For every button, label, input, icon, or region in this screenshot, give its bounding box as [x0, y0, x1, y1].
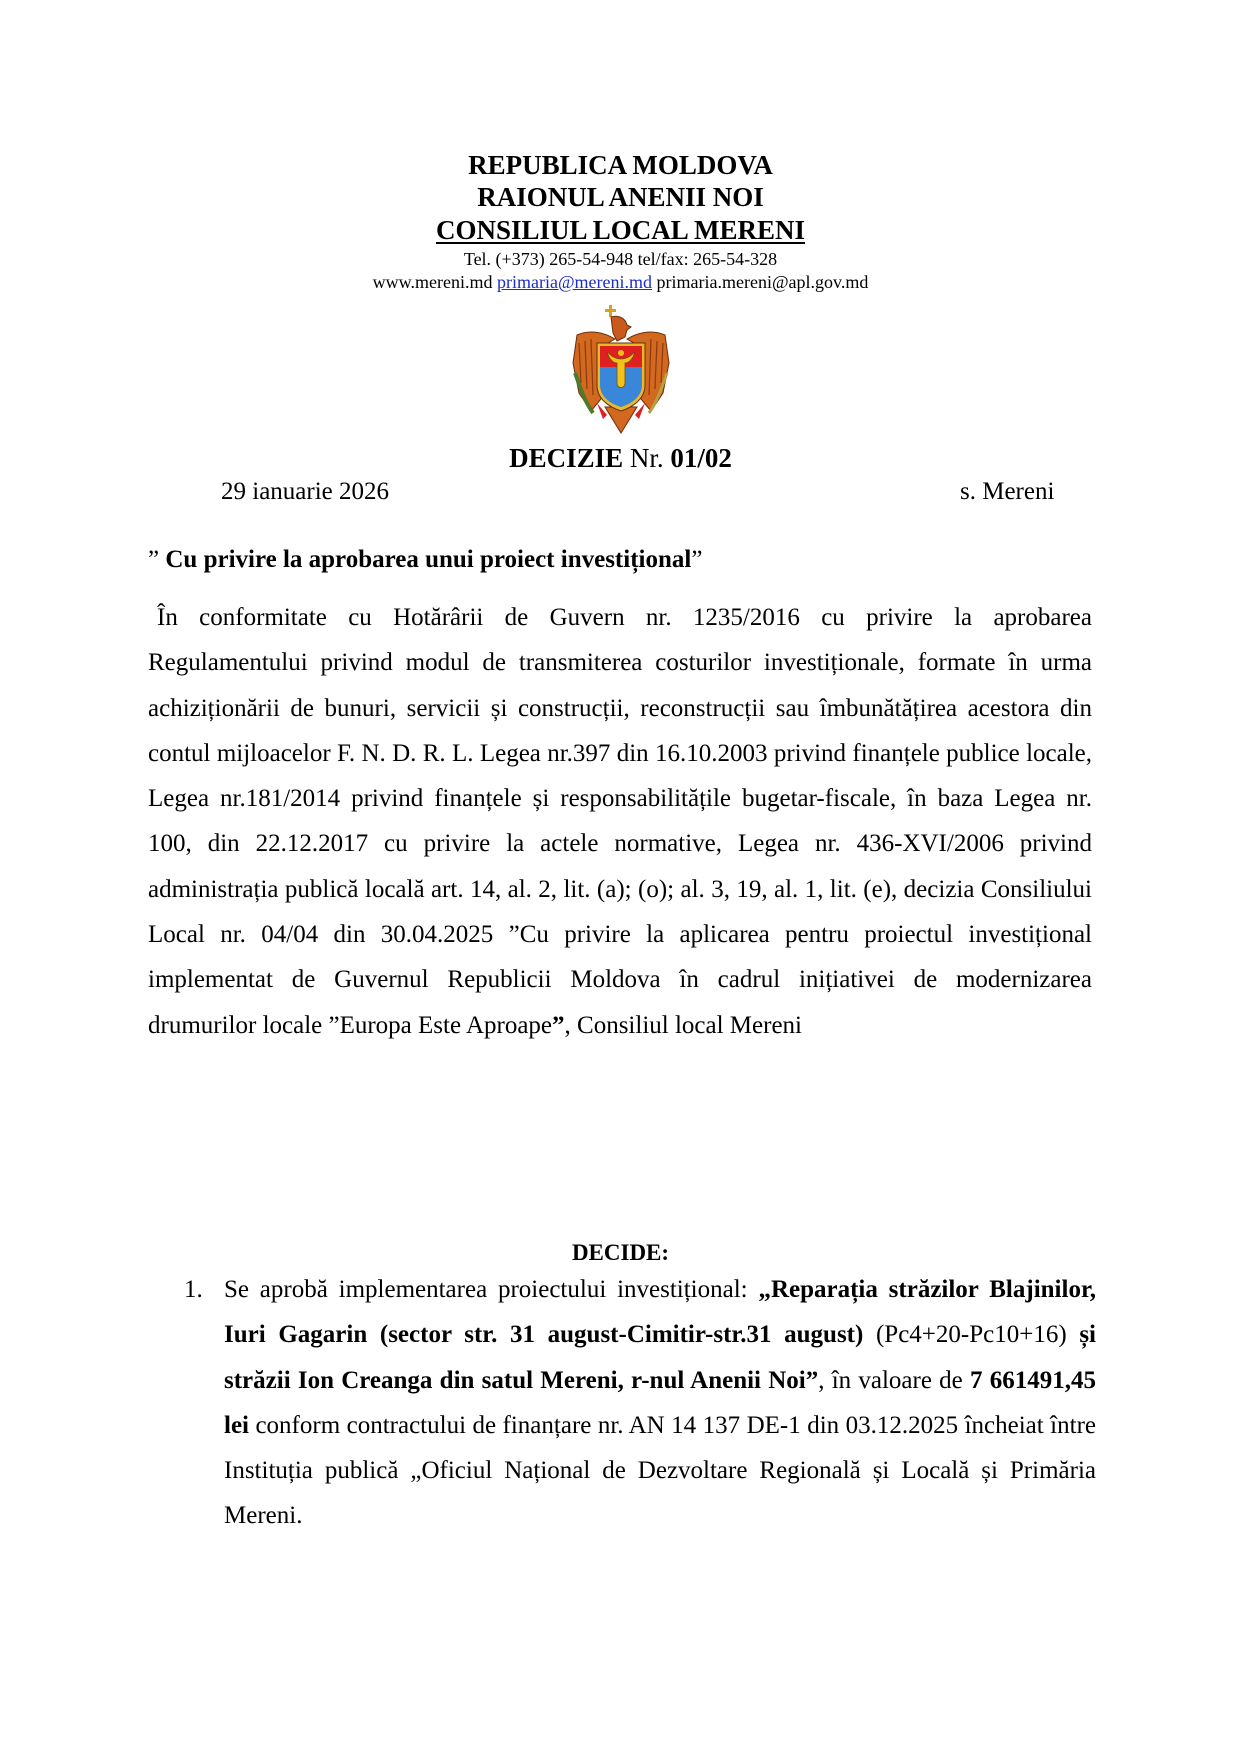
decide-heading: DECIDE:: [571, 1240, 670, 1265]
item-value: 7 661491,45 lei: [224, 1366, 1096, 1439]
decision-title: [0, 443, 1241, 473]
header-country: REPUBLICA MOLDOVA: [468, 150, 773, 180]
decision-date: 29 ianuarie 2026: [221, 478, 390, 505]
preamble-paragraph: [148, 595, 1092, 1048]
header-council: CONSILIUL LOCAL MERENI: [435, 215, 806, 245]
contact-phone: Tel. (+373) 265-54-948 tel/fax: 265-54-328: [463, 249, 778, 269]
decision-subject: [148, 546, 702, 574]
decision-number: 01/02: [670, 443, 732, 473]
email-alt-text: primaria.mereni@apl.gov.md: [656, 272, 869, 292]
item-intro: Se aprobă implementarea proiectului investițional:: [224, 1276, 759, 1303]
coat-of-arms-icon: [567, 303, 675, 435]
subject-quote-close: ”: [691, 546, 703, 573]
item-text: [224, 1267, 1096, 1539]
item-rest: conform contractului de finanțare nr. AN 14 137 DE-1 din 03.12.2025 încheiat între Instituția publică „Oficiul Național de Dezvoltare Regională și Locală și Primăria Mereni.: [224, 1411, 1096, 1530]
preamble-tail: , Consiliul local Mereni: [564, 1011, 802, 1039]
subject-quote-open: ”: [148, 546, 166, 573]
decision-nr-label: Nr.: [629, 443, 664, 473]
contact-web-email: [0, 272, 1241, 292]
item-project-pk: (Pc4+20-Pc10+16): [863, 1321, 1080, 1349]
preamble-quote-close: ”: [552, 1011, 565, 1039]
header-district: RAIONUL ANENII NOI: [477, 182, 764, 212]
item-value-intro: , în valoare de: [818, 1366, 971, 1394]
subject-text: Cu privire la aprobarea unui proiect investițional: [165, 546, 692, 573]
website-text: www.mereni.md: [372, 272, 493, 292]
decision-place: s. Mereni: [960, 478, 1055, 505]
preamble-text: În conformitate cu Hotărârii de Guvern nr. 1235/2016 cu privire la aprobarea Regulamentului privind modul de transmiterea costurilor investiționale, formate în urma achiziționării de bunuri, servicii și construcții, reconstrucții sau îmbunătățirea acestora din contul mijloacelor F. N. D. R. L. Legea nr.397 din 16.10.2003 privind finanțele publice locale, Legea nr.181/2014 privind finanțele și responsabilitățile bugetar-fiscale, în baza Legea nr. 100, din 22.12.2017 cu privire la actele normative, Legea nr. 436-XVI/2006 privind administrația publică locală art. 14, al. 2, lit. (a); (o); al. 3, 19, al. 1, lit. (e), decizia Consiliului Local nr. 04/04 din 30.04.2025 ”Cu privire la aplicarea pentru proiectul investițional implementat de Guvernul Republicii Moldova în cadrul inițiativei de modernizarea drumurilor locale ”Europa Este Aproape: [148, 604, 1092, 1039]
item-project-name-2: și străzii Ion Creanga din satul Mereni, r-nul Anenii Noi”: [224, 1321, 1096, 1394]
email-link[interactable]: primaria@mereni.md: [496, 272, 652, 292]
decision-item-1: [184, 1267, 1096, 1539]
decision-label: DECIZIE: [509, 443, 624, 473]
item-project-name-1: „Reparația străzilor Blajinilor, Iuri Gagarin (sector str. 31 august-Cimitir-str.31 august): [224, 1276, 1096, 1349]
item-number: 1.: [184, 1276, 203, 1303]
